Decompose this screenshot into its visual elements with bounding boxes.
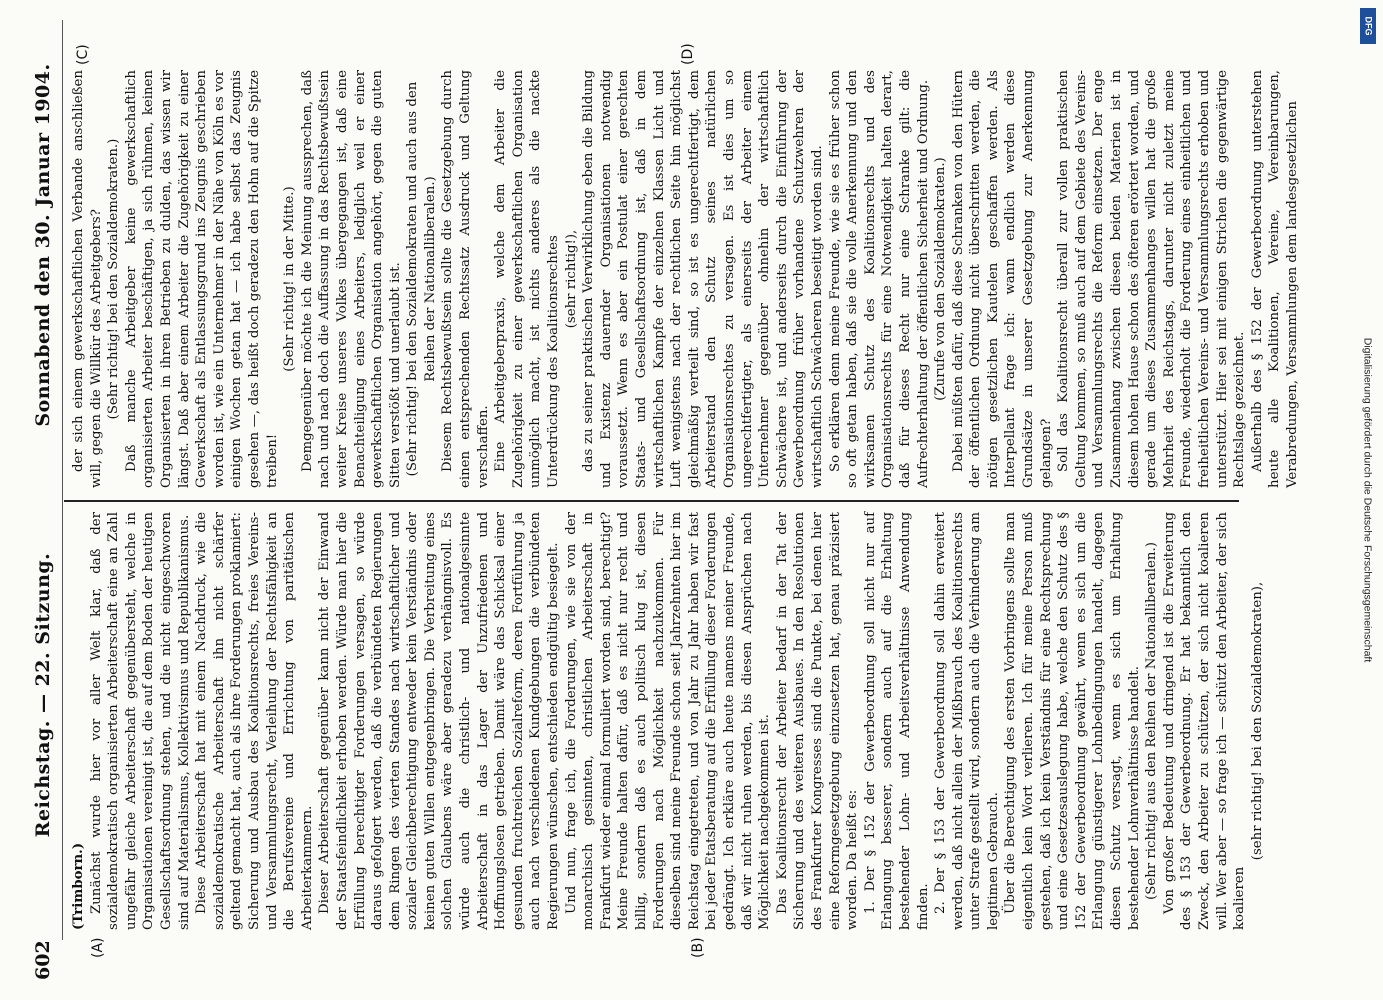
margin-marker-a: (A): [90, 937, 106, 958]
paragraph: So erklären denn meine Freunde, wie sie es früher schon so oft getan haben, daß sie die volle Anerkennung und den wirksamen Schutz des Koalitionsrechts und des Organisationsrechts für eine Notwendigkeit halten derart, daß für dieses Recht nur eine Schranke gilt: die Aufrechterhaltung der öffentlichen Sicherheit und Ordnung.: [827, 70, 931, 488]
digitization-credit: [1358, 90, 1376, 910]
dfg-logo: [1360, 8, 1376, 44]
header-rule: [62, 20, 63, 940]
paragraph: Demgegenüber möchte ich die Meinung aussprechen, daß nach und nach doch die Auffassung in das Rechtsbewußtsein weiter Kreise unseres Volkes übergegangen ist, daß eine Benachteiligung eines Arbeiters, lediglich weil er einer gewerkschaftlichen Organisation angehört, gegen die guten Sitten verstößt und unerlaubt ist.: [299, 70, 403, 488]
paragraph: (Trimborn.): [71, 842, 86, 930]
credit-text: Digitalisierung gefördert durch die Deutsche Forschungsgemeinschaft: [1361, 337, 1374, 663]
text-column-left: [70, 512, 1265, 930]
text-column-right: [70, 70, 1300, 488]
interjection: (Sehr richtig! bei den Sozialdemokraten und auch aus den Reihen der Nationalliberalen.): [405, 81, 438, 477]
interjection: (Sehr richtig! bei den Sozialdemokraten.): [106, 138, 122, 420]
interjection: (Sehr richtig! in der Mitte.): [282, 186, 298, 372]
interjection: (sehr richtig! bei den Sozialdemokraten),: [1249, 581, 1265, 861]
interjection: (Sehr richtig! aus den Reihen der Nationalliberalen.): [1144, 542, 1160, 900]
paragraph: Diesem Rechtsbewußtsein sollte die Gesetzgebung durch einen entsprechenden Rechtssatz Ausdruck und Geltung verschaffen.: [440, 70, 491, 488]
interjection: (sehr richtig!),: [563, 229, 579, 329]
paragraph: Dieser Arbeiterschaft gegenüber kann nicht der Einwand der Staatsfeindlichkeit erhoben werden. Würde man hier die Erfüllung berechtigter Forderungen versagen, so würde daraus gefolgert werden, daß die verbündeten Regierungen dem Ringen des vierten Standes nach wirtschaftlicher und sozialer Gleichberechtigung entweder kein Verständnis oder keinen guten Willen entgegenbringen. Die Verbreitung eines solchen Glaubens wäre aber geradezu verhängnisvoll. Es würde auch die christlich- und nationalgesinnte Arbeiterschaft in das Lager der Unzufriedenen und Hoffnungslosen getrieben. Damit wäre das Schicksal einer gesunden fruchtreichen Sozialreform, deren Fortführung ja auch nach verschiedenen Kundgebungen die verbündeten Regierungen wünschen, entschieden endgültig besiegelt.: [317, 512, 562, 930]
page-header: [28, 20, 58, 980]
paragraph: Über die Berechtigung des ersten Vorbringens sollte man eigentlich kein Wort verlieren. Ich für meine Person muß gestehen, daß ich kein Verständnis für eine Rechtsprechung und eine Gesetzesauslegung habe, welche den Schutz des § 152 der Gewerbeordnung gewährt, wenn es sich um die Erlangung günstigerer Lohnbedingungen handelt, dagegen diesen Schutz versagt, wenn es sich um Erhaltung bestehender Lohnverhältnisse handelt.: [1003, 512, 1142, 930]
paragraph: der sich einem gewerkschaftlichen Verbande anschließen will, gegen die Willkür des Arbeitgebers?: [71, 70, 104, 488]
header-date: Sonnabend den 30. Januar 1904.: [32, 63, 54, 427]
paragraph: Zunächst wurde hier vor aller Welt klar, daß der sozialdemokratisch organisierten Arbeiterschaft eine an Zahl ungefähr gleiche Arbeiterschaft gegenübersteht, welche in Organisationen vereinigt ist, die auf dem Boden der heutigen Gesellschaftsordnung stehen, und die nicht eingeschworen sind auf Materialismus, Kollektivismus und Republikanismus.: [88, 512, 192, 930]
column-divider: [64, 500, 1239, 502]
paragraph: Und nun, frage ich, die Forderungen, wie sie von der monarchisch gesinnten, christlichen Arbeiterschaft in Frankfurt wieder einmal formuliert worden sind, berechtigt? Meine Freunde halten dafür, daß es nicht nur recht und billig, sondern daß es auch politisch klug ist, diesen Forderungen nach Möglichkeit nachzukommen. Für dieselben sind meine Freunde schon seit Jahrzehnten hier im Reichstag eingetreten, und von Jahr zu Jahr haben wir fast bei jeder Etatsberatung auf die Erfüllung dieser Forderungen gedrängt. Ich erkläre auch heute namens meiner Freunde, daß wir nicht ruhen werden, bis diesen Ansprüchen nach Möglichkeit nachgekommen ist.: [563, 512, 773, 930]
interjection: (Zurufe von den Sozialdemokraten.): [933, 157, 949, 401]
margin-marker-d: (D): [680, 43, 696, 65]
dfg-logo-text: DFG: [1363, 16, 1373, 36]
paragraph: Eine Arbeitgeberpraxis, welche dem Arbeiter die Zugehörigkeit zu einer gewerkschaftlichen Organisation unmöglich macht, ist nichts anderes als die nackte Unterdrückung des Koalitionsrechtes: [493, 70, 562, 488]
header-session-title: Reichstag. — 22. Sitzung.: [32, 552, 54, 838]
paragraph: 1. Der § 152 der Gewerbeordnung soll nicht nur auf Erlangung besserer, sondern auch auf die Erhaltung bestehender Lohn- und Arbeitsverhältnisse Anwendung finden.: [862, 512, 931, 930]
paragraph: Dabei müßten dafür, daß diese Schranken von den Hütern der öffentlichen Ordnung nicht überschritten werden, die nötigen gesetzlichen Kautelen geschaffen werden. Als Interpellant frage ich: wann endlich werden diese Grundsätze in unserer Gesetzgebung zur Anerkennung gelangen?: [950, 70, 1054, 488]
margin-marker-c: (C): [75, 44, 91, 65]
paragraph: Das Koalitionsrecht der Arbeiter bedarf in der Tat der Sicherung und des weiteren Ausbaues. In den Resolutionen des Frankfurter Kongresses sind die Punkte, bei denen hier eine Reformgesetzgebung einzusetzen hat, genau präzisiert worden. Da heißt es:: [774, 512, 861, 930]
paragraph: Außerhalb des § 152 der Gewerbeordnung unterstehen heute alle Koalitionen, Vereine, Vereinbarungen, Verabredungen, Versammlungen dem landesgesetzlichen: [1249, 70, 1300, 488]
margin-marker-b: (B): [690, 937, 706, 958]
paragraph: das zu seiner praktischen Verwirklichung eben die Bildung und Existenz dauernder Organisationen notwendig voraussetzt. Wenn es aber ein Postulat einer gerechten Staats- und Gesellschaftsordnung ist, daß in dem wirtschaftlichen Kampfe der einzelnen Klassen Licht und Luft wenigstens nach der rechtlichen Seite hin möglichst gleichmäßig verteilt sind, so ist es ungerechtfertigt, dem Arbeiterstand den Schutz seines natürlichen Organisationsrechtes zu versagen. Es ist dies um so ungerechtfertigter, als einerseits der Arbeiter einem Unternehmer gegenüber ohnehin der wirtschaftlich Schwächere ist, und anderseits durch die Einführung der Gewerbeordnung früher vorhandene Schutzwehren der wirtschaftlich Schwächeren beseitigt worden sind.: [581, 70, 825, 488]
page-number: 602: [32, 940, 54, 980]
paragraph: Soll das Koalitionsrecht überall zur vollen praktischen Geltung kommen, so muß auch auf dem Gebiete des Vereins- und Versammlungsrechts die Reform einsetzen. Der enge Zusammenhang zwischen diesen beiden Materien ist in diesem hohen Hause schon des öfteren erörtert worden, und gerade um dieses Zusammenhanges willen hat die große Mehrheit des Reichstags, darunter nicht zuletzt meine Freunde, wiederholt die Forderung eines einheitlichen und freiheitlichen Vereins- und Versammlungsrechts erhoben und unterstützt. Hier sei mit einigen Strichen die gegenwärtige Rechtslage gezeichnet.: [1056, 70, 1248, 488]
paragraph: 2. Der § 153 der Gewerbeordnung soll dahin erweitert werden, daß nicht allein der Mißbrauch des Koalitionsrechts unter Strafe gestellt wird, sondern auch die Verhinderung am legitimen Gebrauch.: [933, 512, 1001, 930]
paragraph: Daß manche Arbeitgeber keine gewerkschaftlich organisierten Arbeiter beschäftigen, ja sich rühmen, keinen Organisierten in ihren Betrieben zu dulden, das wissen wir längst. Daß aber einem Arbeiter die Zugehörigkeit zu einer Gewerkschaft als Entlassungsgrund ins Zeugnis geschrieben worden ist, wie ein Unternehmer in der Nähe von Köln es vor einigen Wochen getan hat — ich habe selbst das Zeugnis gesehen —, das heißt doch geradezu den Hohn auf die Spitze treiben!: [123, 70, 280, 488]
paragraph: Diese Arbeiterschaft hat mit einem Nachdruck, wie die sozialdemokratische Arbeiterschaft ihn nicht schärfer geltend gemacht hat, auch als ihre Forderungen proklamiert: Sicherung und Ausbau des Koalitionsrechts, freies Vereins- und Versammlungsrecht, Verleihung der Rechtsfähigkeit an die Berufsvereine und Errichtung von paritätischen Arbeiterkammern.: [194, 512, 315, 930]
paragraph: Von großer Bedeutung und dringend ist die Erweiterung des § 153 der Gewerbeordnung. Er hat bekanntlich den Zweck, den Arbeiter zu schützen, der sich nicht koalieren will. Wer aber — so frage ich — schützt den Arbeiter, der sich koalieren: [1161, 512, 1248, 930]
